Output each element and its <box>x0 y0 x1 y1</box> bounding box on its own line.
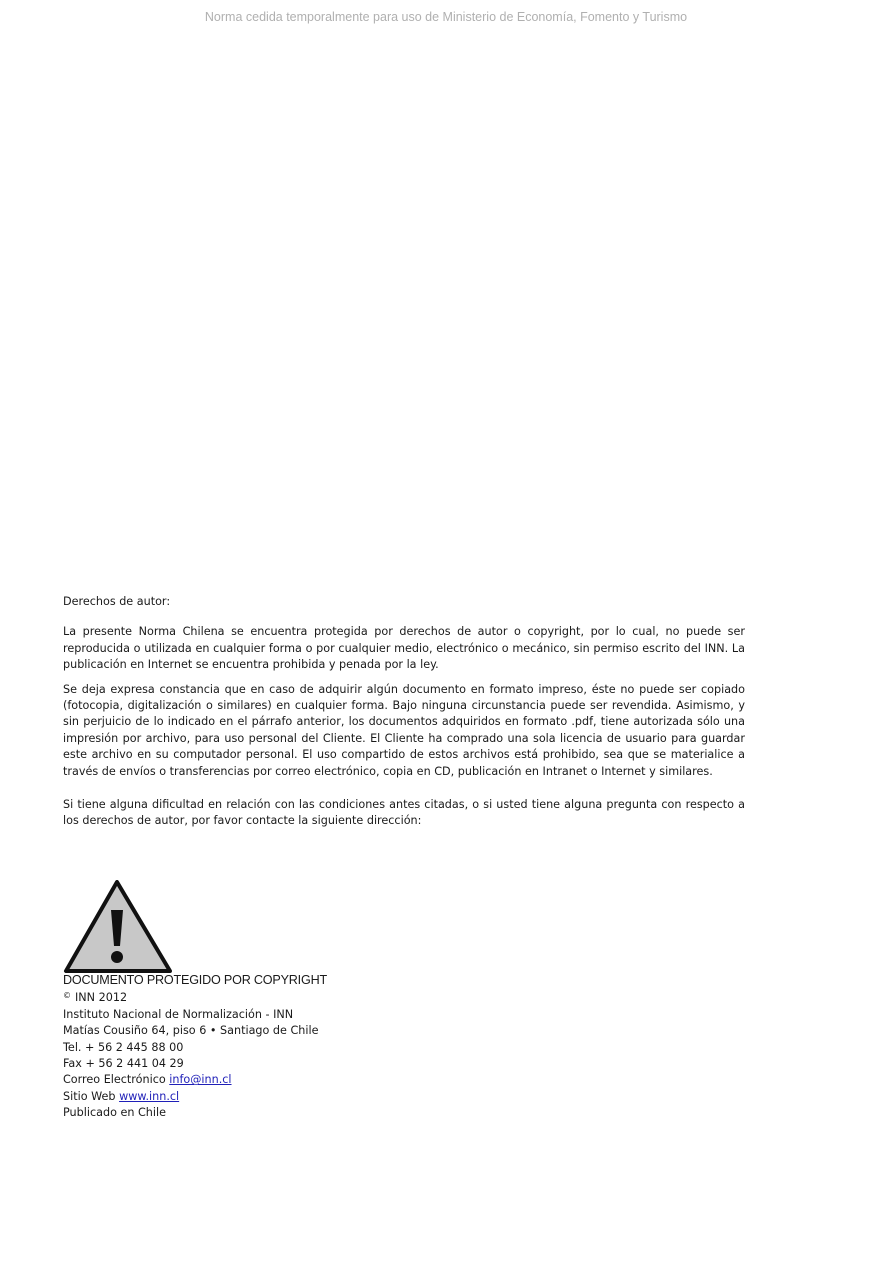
footer-title: DOCUMENTO PROTEGIDO POR COPYRIGHT <box>63 973 327 987</box>
notice-paragraph-1: La presente Norma Chilena se encuentra protegida por derechos de autor o copyright, por lo cual, no puede ser reproducida o utilizada en cualquier forma o por cualquier medio, electrónico o mecánico, sin permiso escrito del INN. La publicación en Internet se encuentra prohibida y penada por la ley. <box>63 625 745 672</box>
copyright-symbol: © <box>63 991 71 1001</box>
web-line <box>63 1089 327 1105</box>
published-line: Publicado en Chile <box>63 1106 166 1120</box>
copyright-line <box>63 988 327 1006</box>
address-line: Matías Cousiño 64, piso 6 • Santiago de Chile <box>63 1024 319 1038</box>
email-link[interactable]: info@inn.cl <box>169 1073 232 1087</box>
web-link[interactable]: www.inn.cl <box>119 1089 180 1103</box>
web-label: Sitio Web <box>63 1089 120 1103</box>
email-label: Correo Electrónico <box>63 1073 170 1087</box>
fax-line: Fax + 56 2 441 04 29 <box>63 1057 184 1071</box>
notice-paragraph-3: Si tiene alguna dificultad en relación con las condiciones antes citadas, o si usted tiene alguna pregunta con respecto a los derechos de autor, por favor contacte la siguiente dirección: <box>63 798 745 828</box>
notice-heading: Derechos de autor: <box>63 595 171 608</box>
institute-name: Instituto Nacional de Normalización - INN <box>63 1007 294 1021</box>
copyright-notice <box>63 594 745 838</box>
contact-block <box>63 972 327 1122</box>
copyright-text: INN 2012 <box>75 991 128 1005</box>
email-line <box>63 1072 327 1088</box>
notice-paragraph-2: Se deja expresa constancia que en caso de adquirir algún documento en formato impreso, éste no puede ser copiado (fotocopia, digitalización o similares) en cualquier forma. Bajo ninguna circunstancia puede ser revendida. Asimismo, y sin perjuicio de lo indicado en el párrafo anterior, los documentos adquiridos en formato .pdf, tiene autorizada sólo una impresión por archivo, para uso personal del Cliente. El Cliente ha comprado una sola licencia de usuario para guardar este archivo en su computador personal. El uso compartido de estos archivos está prohibido, sea que se materialice a través de envíos o transferencias por correo electrónico, copia en CD, publicación en Intranet o Internet y similares. <box>63 682 745 778</box>
watermark-text: Norma cedida temporalmente para uso de Ministerio de Economía, Fomento y Turismo <box>204 10 688 24</box>
warning-icon <box>63 880 175 974</box>
tel-line: Tel. + 56 2 445 88 00 <box>63 1040 184 1054</box>
